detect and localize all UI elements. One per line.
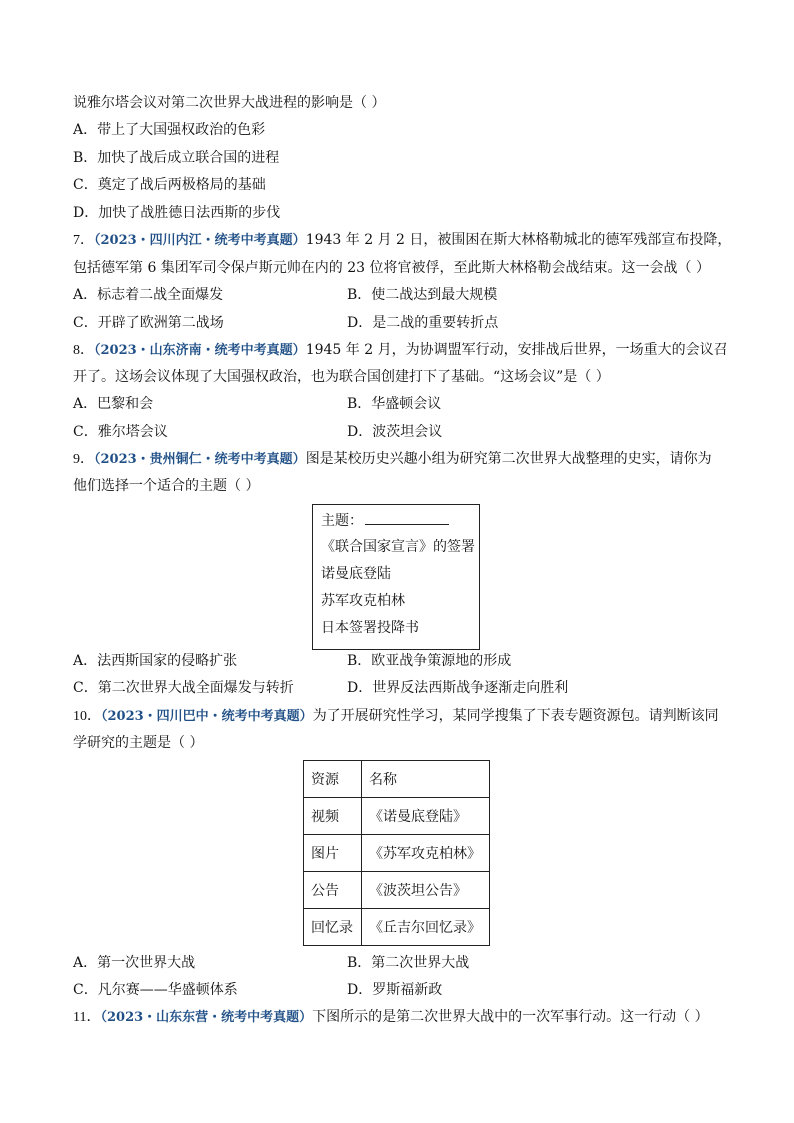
table-row — [304, 798, 490, 835]
q9-topic-box — [312, 504, 480, 650]
table-cell: 视频 — [304, 798, 362, 835]
box-item: 《联合国家宣言》的签署 — [321, 539, 475, 555]
stem-text: 1945 年 2 月，为协调盟军行动，安排战后世界，一场重大的会议召 — [305, 342, 728, 358]
source-tag: （2023・四川内江・统考中考真题） — [94, 233, 306, 248]
table-cell: 图片 — [304, 835, 362, 872]
stem-text: 下图所示的是第二次世界大战中的一次军事行动。这一行动（ ） — [312, 1009, 709, 1025]
q9-stem-line1 — [73, 449, 712, 470]
q10-option-a[interactable]: A．第一次世界大战 — [73, 955, 196, 971]
stem-text: 图是某校历史兴趣小组为研究第二次世界大战整理的史实，请你为 — [305, 451, 712, 467]
box-item: 日本签署投降书 — [321, 620, 419, 636]
q8-option-d[interactable]: D．波茨坦会议 — [347, 424, 443, 440]
q8-option-b[interactable]: B．华盛顿会议 — [347, 396, 442, 412]
table-cell: 《苏军攻克柏林》 — [362, 835, 490, 872]
table-cell: 回忆录 — [304, 909, 362, 946]
table-header: 资源 — [304, 761, 362, 798]
source-tag: （2023・山东东营・统考中考真题） — [100, 1010, 313, 1025]
stem-text: 为了开展研究性学习，某同学搜集了下表专题资源包。请判断该同 — [312, 708, 719, 724]
table-header: 名称 — [362, 761, 490, 798]
q10-stem-line2: 学研究的主题是（ ） — [73, 735, 204, 751]
table-cell: 《丘吉尔回忆录》 — [362, 909, 490, 946]
q8-stem-line2: 开了。这场会议体现了大国强权政治，也为联合国创建打下了基础。“这场会议”是（ ） — [73, 369, 610, 385]
stem-text: 1943 年 2 月 2 日，被围困在斯大林格勒城北的德军残部宣布投降， — [305, 232, 732, 248]
source-tag: （2023・四川巴中・统考中考真题） — [101, 709, 313, 724]
question-number: 9． — [73, 452, 94, 467]
box-item: 苏军攻克柏林 — [321, 593, 405, 609]
q7-option-b[interactable]: B．使二战达到最大规模 — [347, 287, 498, 303]
q11-stem-line1 — [73, 1007, 709, 1028]
q10-option-b[interactable]: B．第二次世界大战 — [347, 955, 470, 971]
q9-option-c[interactable]: C．第二次世界大战全面爆发与转折 — [73, 680, 294, 696]
q9-option-b[interactable]: B．欧亚战争策源地的形成 — [347, 653, 512, 669]
source-tag: （2023・贵州铜仁・统考中考真题） — [94, 452, 306, 467]
q7-option-d[interactable]: D．是二战的重要转折点 — [347, 315, 499, 331]
q8-option-a[interactable]: A．巴黎和会 — [73, 396, 154, 412]
box-item: 诺曼底登陆 — [321, 566, 391, 582]
table-row — [304, 909, 490, 946]
table-header-row — [304, 761, 490, 798]
source-tag: （2023・山东济南・统考中考真题） — [94, 343, 306, 358]
q10-resource-table — [303, 760, 490, 946]
topic-line — [321, 510, 449, 531]
q6-option-c[interactable]: C．奠定了战后两极格局的基础 — [73, 177, 266, 193]
q10-option-d[interactable]: D．罗斯福新政 — [347, 982, 443, 998]
table-cell: 《波茨坦公告》 — [362, 872, 490, 909]
q8-option-c[interactable]: C．雅尔塔会议 — [73, 424, 168, 440]
q7-option-a[interactable]: A．标志着二战全面爆发 — [73, 287, 224, 303]
q6-option-a[interactable]: A．带上了大国强权政治的色彩 — [73, 122, 266, 138]
q9-stem-line2: 他们选择一个适合的主题（ ） — [73, 478, 260, 494]
question-number: 7． — [73, 233, 94, 248]
topic-label: 主题： — [321, 513, 363, 529]
question-number: 11． — [73, 1010, 101, 1025]
q9-option-d[interactable]: D．世界反法西斯战争逐渐走向胜利 — [347, 680, 569, 696]
q6-option-b[interactable]: B．加快了战后成立联合国的进程 — [73, 150, 280, 166]
q8-stem-line1 — [73, 340, 728, 361]
q7-option-c[interactable]: C．开辟了欧洲第二战场 — [73, 315, 224, 331]
q7-stem-line2: 包括德军第 6 集团军司令保卢斯元帅在内的 23 位将官被俘，至此斯大林格勒会战结束。这一会战（ ） — [73, 260, 710, 276]
q10-option-c[interactable]: C．凡尔赛——华盛顿体系 — [73, 982, 238, 998]
q10-stem-line1 — [73, 706, 719, 727]
table-cell: 《诺曼底登陆》 — [362, 798, 490, 835]
table-row — [304, 835, 490, 872]
question-number: 10． — [73, 709, 101, 724]
q6-stem-tail: 说雅尔塔会议对第二次世界大战进程的影响是（ ） — [73, 95, 386, 111]
q6-option-d[interactable]: D．加快了战胜德日法西斯的步伐 — [73, 205, 281, 221]
q9-option-a[interactable]: A．法西斯国家的侵略扩张 — [73, 653, 238, 669]
table-row — [304, 872, 490, 909]
question-number: 8． — [73, 343, 94, 358]
topic-blank — [365, 510, 449, 525]
table-cell: 公告 — [304, 872, 362, 909]
q7-stem-line1 — [73, 230, 731, 251]
